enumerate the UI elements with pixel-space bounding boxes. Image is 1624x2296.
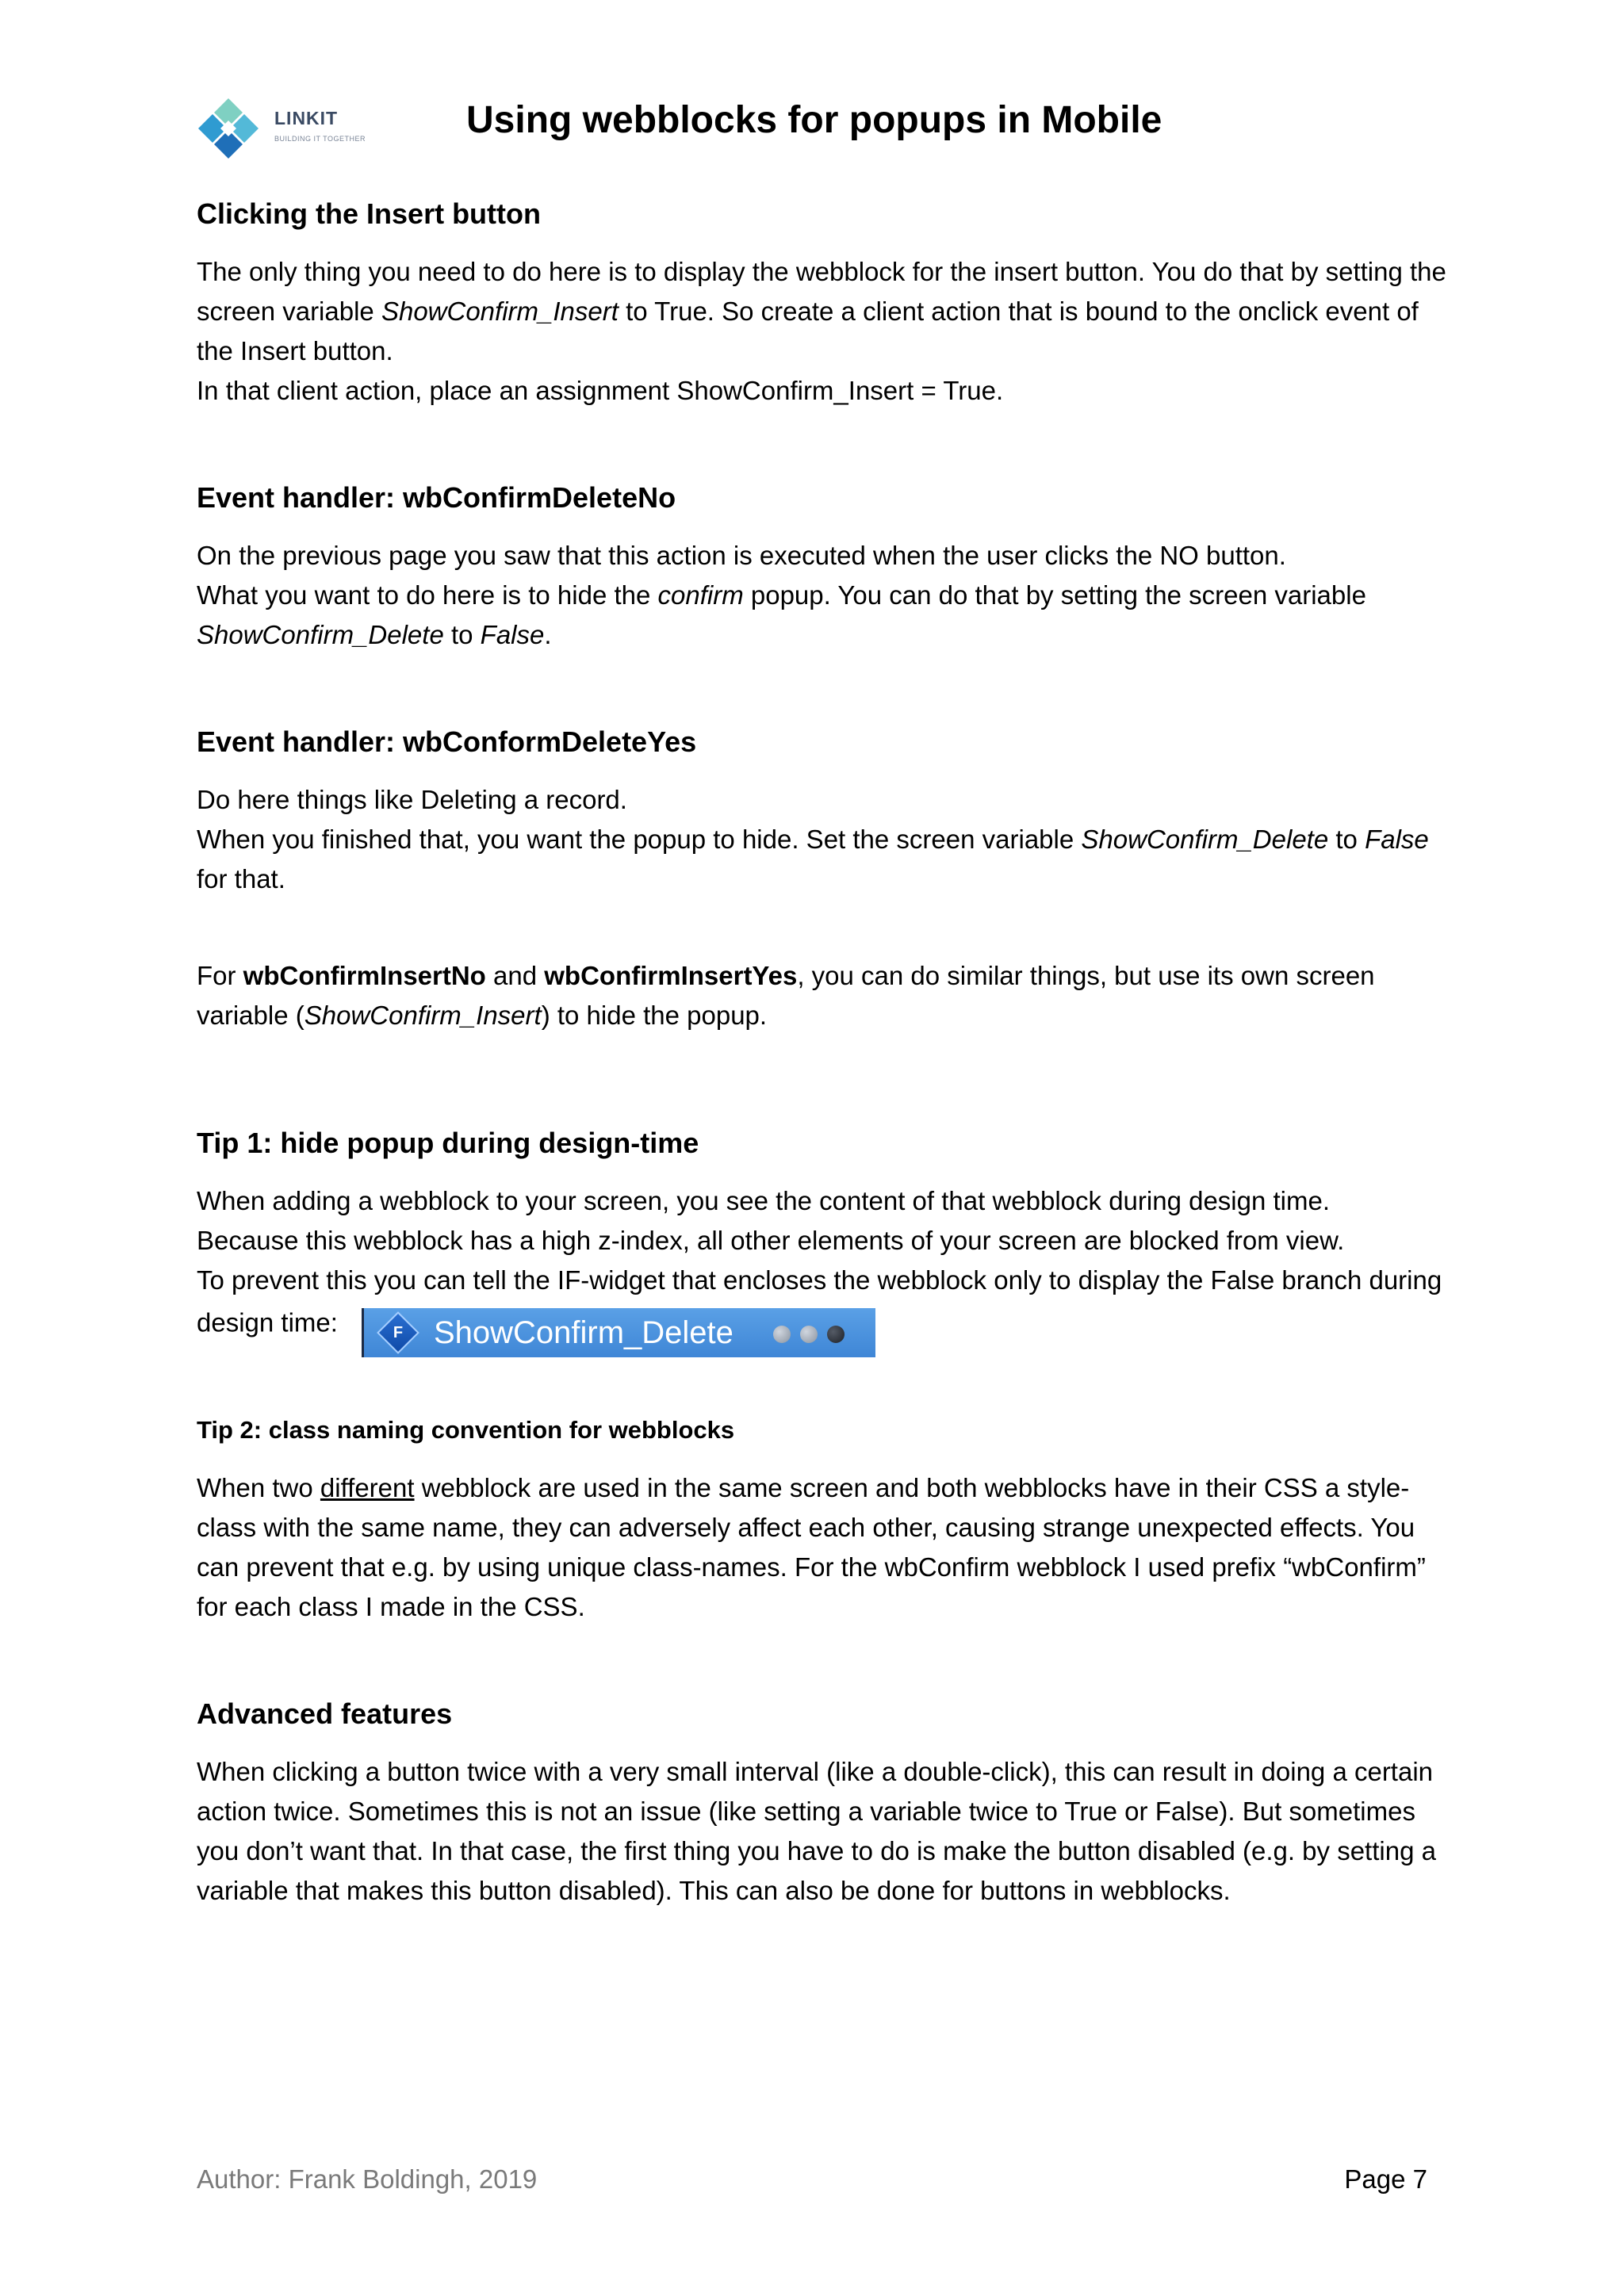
logo-tagline: BUILDING IT TOGETHER	[274, 135, 366, 143]
logo-wordmark: LINKIT	[274, 108, 339, 128]
branch-dot-active-icon	[827, 1326, 845, 1343]
paragraph-delete-yes-1: Do here things like Deleting a record.	[197, 785, 627, 814]
paragraph-tip-1-3: To prevent this you can tell the IF-widget that encloses the webblock only to display the False branch during design time: F ShowConfirm_Delete	[197, 1261, 1450, 1349]
document-body	[197, 190, 1450, 1911]
if-widget-label: ShowConfirm_Delete	[433, 1315, 733, 1350]
paragraph-delete-no-1: On the previous page you saw that this action is executed when the user clicks the NO button.	[197, 541, 1286, 570]
document-title: Using webblocks for popups in Mobile	[466, 99, 1162, 141]
paragraph-insert-1: The only thing you need to do here is to display the webblock for the insert button. You do that by setting the screen variable ShowConfirm_Insert to True. So create a client action that is bound to the onclick event of the Insert button.	[197, 257, 1446, 365]
false-branch-letter: F	[393, 1324, 404, 1341]
paragraph-delete-yes-2: When you finished that, you want the popup to hide. Set the screen variable ShowConfirm_Delete to False for that.	[197, 825, 1429, 894]
if-widget-screenshot	[362, 1308, 875, 1357]
branch-dot-icon	[773, 1326, 791, 1343]
page-header	[197, 94, 1434, 165]
heading-tip-2: Tip 2: class naming convention for webblocks	[197, 1416, 735, 1444]
paragraph-insert-2: In that client action, place an assignment ShowConfirm_Insert = True.	[197, 376, 1004, 405]
heading-delete-no: Event handler: wbConfirmDeleteNo	[197, 481, 676, 514]
paragraph-tip-1-1: When adding a webblock to your screen, you see the content of that webblock during design time.	[197, 1186, 1331, 1215]
heading-delete-yes: Event handler: wbConformDeleteYes	[197, 725, 697, 758]
paragraph-insert-handlers: For wbConfirmInsertNo and wbConfirmInsertYes, you can do similar things, but use its own screen variable (ShowConfirm_Insert) to hide the popup.	[197, 961, 1375, 1030]
paragraph-advanced: When clicking a button twice with a very small interval (like a double-click), this can result in doing a certain action twice. Sometimes this is not an issue (like setting a variable twice to True or False). But sometimes you don’t want that. In that case, the first thing you have to do is make the button disabled (e.g. by setting a variable that makes this button disabled). This can also be done for buttons in webblocks.	[197, 1757, 1436, 1905]
logo-mark-icon	[197, 97, 260, 160]
footer-page-number: Page 7	[1344, 2164, 1427, 2194]
paragraph-tip-2: When two different webblock are used in the same screen and both webblocks have in their CSS a style-class with the same name, they can adversely affect each other, causing strange unexpected effects. You can prevent that e.g. by using unique class-names. For the wbConfirm webblock I used prefix “wbConfirm” for each class I made in the CSS.	[197, 1473, 1426, 1621]
footer-author: Author: Frank Boldingh, 2019	[197, 2164, 538, 2194]
heading-advanced: Advanced features	[197, 1697, 453, 1730]
heading-insert: Clicking the Insert button	[197, 197, 542, 230]
paragraph-tip-1-2: Because this webblock has a high z-index, all other elements of your screen are blocked from view.	[197, 1226, 1345, 1255]
linkit-logo	[197, 97, 403, 160]
heading-tip-1: Tip 1: hide popup during design-time	[197, 1127, 699, 1159]
branch-dot-icon	[800, 1326, 818, 1343]
paragraph-delete-no-2: What you want to do here is to hide the confirm popup. You can do that by setting the screen variable ShowConfirm_Delete to False.	[197, 580, 1366, 649]
